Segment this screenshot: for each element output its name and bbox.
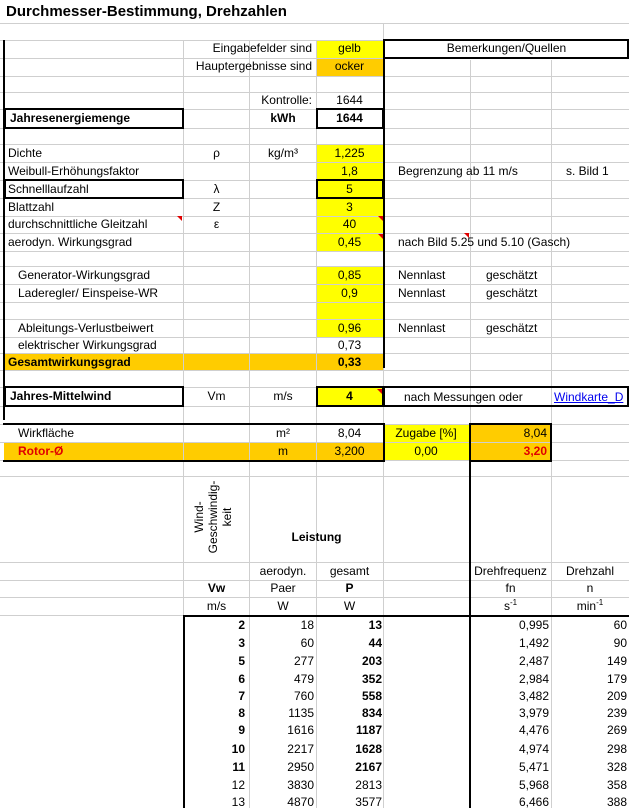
vw-cell: 10 [231, 742, 245, 756]
n-cell: 179 [606, 672, 627, 686]
fn-cell: 0,995 [518, 618, 549, 632]
n-cell: 269 [606, 723, 627, 737]
efficiency-value: 0,73 [337, 338, 362, 352]
efficiency-input[interactable]: 0,96 [337, 321, 362, 335]
efficiency-note: geschätzt [486, 268, 538, 282]
efficiency-label: Laderegler/ Einspeise-WR [18, 286, 159, 300]
gesamt-value: 0,33 [337, 355, 362, 369]
paer-cell: 60 [300, 636, 314, 650]
comment-marker-icon[interactable] [378, 216, 383, 221]
mittelwind-label: Jahres-Mittelwind [10, 389, 112, 403]
jahresenergie-unit: kWh [270, 111, 296, 125]
mittelwind-note: nach Messungen oder [404, 390, 523, 404]
input-legend-value: gelb [338, 41, 361, 55]
efficiency-note: Nennlast [398, 286, 446, 300]
comment-marker-icon[interactable] [464, 233, 469, 238]
fn-cell: 5,471 [518, 760, 549, 774]
efficiency-input[interactable]: 0,9 [341, 286, 358, 300]
comment-marker-icon[interactable] [378, 234, 383, 239]
efficiency-note: geschätzt [486, 286, 538, 300]
vw-cell: 11 [232, 760, 245, 774]
rotor-result: 3,20 [523, 444, 547, 458]
param-input[interactable]: 3 [346, 200, 353, 214]
param-label: aerodyn. Wirkungsgrad [8, 235, 133, 249]
n-cell: 388 [606, 795, 627, 808]
kontrolle-label: Kontrolle: [261, 93, 312, 107]
fn-cell: 2,487 [518, 654, 549, 668]
param-unit: kg/m³ [268, 146, 298, 160]
p-cell: 558 [361, 689, 382, 703]
p-cell: 203 [361, 654, 382, 668]
p-cell: 1628 [355, 742, 382, 756]
jahresenergie-value[interactable]: 1644 [336, 111, 363, 125]
zugabe-label: Zugabe [%] [395, 426, 457, 440]
p-cell: 44 [368, 636, 382, 650]
n-cell: 60 [613, 618, 627, 632]
vw-header: Vw [207, 581, 226, 595]
param-input[interactable]: 5 [346, 182, 353, 196]
n-cell: 328 [606, 760, 627, 774]
p-unit: W [343, 599, 356, 613]
efficiency-label: Generator-Wirkungsgrad [18, 268, 151, 282]
p-header: P [345, 581, 354, 595]
paer-cell: 18 [300, 618, 314, 632]
paer-cell: 479 [293, 672, 314, 686]
fn-cell: 3,482 [518, 689, 549, 703]
drehfrequenz-header: Drehfrequenz [474, 564, 547, 578]
n-unit: $\min^{-1}$ [576, 598, 604, 613]
sheet-title: Durchmesser-Bestimmung, Drehzahlen [6, 3, 287, 20]
wirkflaeche-label: Wirkfläche [18, 426, 75, 440]
n-cell: 298 [606, 742, 627, 756]
efficiency-note: Nennlast [398, 268, 446, 282]
paer-cell: 277 [293, 654, 314, 668]
drehzahl-header: Drehzahl [565, 564, 615, 578]
result-legend-label: Hauptergebnisse sind [195, 59, 312, 73]
param-note: nach Bild 5.25 und 5.10 (Gasch) [398, 235, 571, 249]
p-cell: 13 [368, 618, 382, 632]
input-legend-label: Eingabefelder sind [212, 41, 312, 55]
param-label: Schnelllaufzahl [8, 182, 89, 196]
mittelwind-symbol: Vm [207, 389, 226, 403]
efficiency-note: geschätzt [486, 321, 538, 335]
p-cell: 3577 [355, 795, 382, 808]
remarks-header: Bemerkungen/Quellen [446, 41, 567, 55]
mittelwind-unit: m/s [273, 389, 293, 403]
vw-unit: m/s [206, 599, 227, 613]
vw-cell: 3 [238, 636, 245, 650]
aerodyn-header: aerodyn. [259, 564, 307, 578]
wirkflaeche-value: 8,04 [337, 426, 362, 440]
paer-cell: 760 [293, 689, 314, 703]
n-header: n [586, 581, 594, 595]
windkarte-link[interactable]: Windkarte_D [554, 390, 624, 404]
wind-header-line: keit [220, 507, 234, 527]
wirkflaeche-result: 8,04 [523, 426, 547, 440]
wind-speed-header [193, 480, 245, 560]
n-cell: 239 [606, 706, 627, 720]
jahresenergie-label: Jahresenergiemenge [10, 111, 131, 125]
fn-cell: 2,984 [518, 672, 549, 686]
n-cell: 358 [606, 778, 627, 792]
kontrolle-value: 1644 [336, 93, 363, 107]
param-label: Weibull-Erhöhungsfaktor [8, 164, 140, 178]
rotor-value: 3,200 [334, 444, 365, 458]
param-symbol: Z [212, 200, 221, 214]
vw-cell: 7 [238, 689, 245, 703]
param-symbol: λ [213, 182, 220, 196]
param-label: durchschnittliche Gleitzahl [8, 217, 148, 231]
fn-cell: 5,968 [518, 778, 549, 792]
leistung-header: Leistung [291, 530, 342, 544]
fn-cell: 4,974 [518, 742, 549, 756]
param-input[interactable]: 40 [342, 217, 357, 231]
param-symbol: ε [213, 217, 220, 231]
p-cell: 1187 [355, 723, 382, 737]
vw-cell: 13 [231, 795, 245, 808]
paer-unit: W [277, 599, 289, 613]
paer-cell: 3830 [287, 778, 314, 792]
n-cell: 90 [613, 636, 627, 650]
p-cell: 352 [361, 672, 382, 686]
mittelwind-input[interactable]: 4 [346, 389, 353, 403]
vw-cell: 12 [231, 778, 245, 792]
n-cell: 209 [606, 689, 627, 703]
vw-cell: 5 [238, 654, 245, 668]
param-label: Blattzahl [8, 200, 55, 214]
efficiency-label: Ableitungs-Verlustbeiwert [18, 321, 154, 335]
paer-cell: 1135 [288, 706, 314, 720]
p-cell: 834 [361, 706, 382, 720]
fn-cell: 4,476 [518, 723, 549, 737]
param-symbol: ρ [213, 146, 220, 160]
gesamt-header: gesamt [329, 564, 370, 578]
p-cell: 2167 [355, 760, 382, 774]
rotor-label: Rotor-Ø [18, 444, 64, 458]
param-label: Dichte [8, 146, 43, 160]
fn-cell: 6,466 [518, 795, 549, 808]
efficiency-note: Nennlast [398, 321, 446, 335]
vw-cell: 2 [238, 618, 245, 632]
paer-cell: 4870 [287, 795, 314, 808]
param-input[interactable]: 1,225 [334, 146, 365, 160]
rotor-unit: m [278, 444, 288, 458]
wind-header-line: Geschwindig- [206, 480, 220, 554]
paer-cell: 2950 [287, 760, 314, 774]
vw-cell: 8 [238, 706, 245, 720]
param-note: s. Bild 1 [566, 164, 609, 178]
result-legend-value: ocker [334, 59, 365, 73]
param-input[interactable]: 1,8 [341, 164, 358, 178]
p-cell: 2813 [355, 778, 382, 792]
param-note: Begrenzung ab 11 m/s [398, 164, 518, 178]
fn-unit: $s^{-1}$ [503, 598, 518, 613]
zugabe-input[interactable]: 0,00 [414, 444, 438, 458]
efficiency-label: elektrischer Wirkungsgrad [18, 338, 157, 352]
fn-cell: 3,979 [518, 706, 549, 720]
fn-header: fn [505, 581, 516, 595]
wind-header-line: Wind- [192, 501, 206, 533]
paer-cell: 1616 [287, 723, 314, 737]
vw-cell: 6 [238, 672, 245, 686]
param-input[interactable]: 0,45 [337, 235, 362, 249]
wirkflaeche-unit: m² [276, 426, 290, 440]
fn-cell: 1,492 [518, 636, 549, 650]
efficiency-input[interactable]: 0,85 [337, 268, 362, 282]
vw-cell: 9 [238, 723, 245, 737]
n-cell: 149 [606, 654, 627, 668]
comment-marker-icon[interactable] [177, 216, 182, 221]
comment-marker-icon[interactable] [377, 389, 382, 394]
paer-header: Paer [270, 581, 296, 595]
paer-cell: 2217 [287, 742, 314, 756]
gesamt-label: Gesamtwirkungsgrad [8, 355, 131, 369]
